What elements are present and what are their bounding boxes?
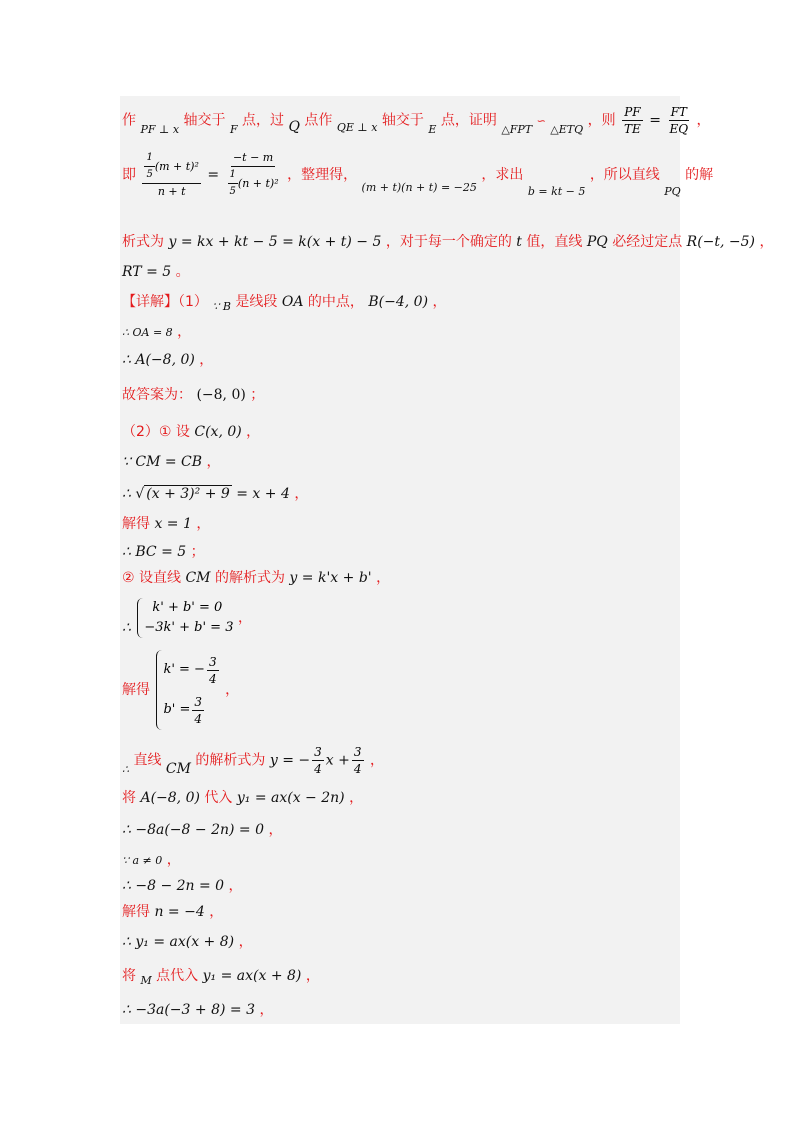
text: ， <box>759 234 774 250</box>
math: ∴ <box>122 486 136 502</box>
math: CM <box>165 760 191 777</box>
math: OA <box>281 294 304 310</box>
math: y = − <box>269 752 311 769</box>
math: y₁ = ax(x + 8) <box>202 968 302 984</box>
fraction-right: −t − m $\frac{1}{5}$ (n + t)² <box>229 151 279 197</box>
math: y = k'x + b' <box>289 570 372 586</box>
math: F <box>229 122 238 136</box>
text: ； <box>250 387 265 403</box>
math: ∴ −8a(−8 − 2n) = 0 <box>122 822 264 838</box>
solution-line-4 <box>122 262 190 282</box>
text: ， <box>259 1002 274 1018</box>
text: ，所以直线 <box>589 167 660 183</box>
text: 解得 <box>122 516 150 532</box>
text: 即 <box>122 167 136 183</box>
text: ② 设直线 <box>122 570 182 586</box>
text: 将 <box>122 790 136 806</box>
text: ， <box>294 486 309 502</box>
math: ∴ OA = 8 <box>122 326 173 339</box>
solution-line-25 <box>122 1000 273 1020</box>
equals: = <box>207 167 220 183</box>
math: CM <box>185 570 211 586</box>
solution-line-18 <box>122 788 363 808</box>
text: 点作 <box>304 112 333 129</box>
text: ，对于每一个确定的 <box>385 234 512 250</box>
detail-heading-line <box>122 292 447 313</box>
text: ， <box>349 790 364 806</box>
fraction: $\frac{3}{4}$ <box>314 745 322 776</box>
math: y₁ = ax(x − 2n) <box>236 790 345 806</box>
solution-line-20 <box>122 850 181 871</box>
text: 解得 <box>122 904 150 920</box>
text: ， <box>376 570 391 586</box>
math: x + <box>325 752 350 769</box>
solution-line-24 <box>122 966 320 987</box>
solution-line-11 <box>122 484 308 504</box>
math: ∴ <box>122 620 131 636</box>
solution-system <box>122 650 239 730</box>
equation-brace <box>137 598 233 638</box>
equation-row: −3k' + b' = 3 <box>144 620 234 635</box>
math: (−8, 0) <box>196 387 246 403</box>
text: 将 <box>122 968 136 984</box>
text: ， <box>305 968 320 984</box>
system-of-equations <box>122 598 252 638</box>
text: ， <box>369 752 384 769</box>
text: （2）① 设 <box>122 424 190 440</box>
similar-symbol: ∽ <box>536 114 546 128</box>
math: x = 1 <box>154 516 192 532</box>
math: △ETQ <box>550 122 584 136</box>
text: 。 <box>175 264 190 280</box>
math: △FPT <box>501 122 533 136</box>
math: R(−t, −5) <box>686 234 756 250</box>
math: E <box>428 122 437 136</box>
text: 故答案为： <box>122 387 192 403</box>
text: ， <box>228 878 243 894</box>
text: ， <box>206 454 221 470</box>
math: ∵ B <box>212 300 231 313</box>
text: ， <box>238 934 253 950</box>
text: 的中点， <box>307 294 364 310</box>
math: RT = 5 <box>122 264 172 280</box>
text: ， <box>196 516 211 532</box>
text: 直线 <box>133 752 162 769</box>
text: ， <box>209 904 224 920</box>
text: ， <box>246 424 261 440</box>
math: QE ⊥ x <box>336 120 378 134</box>
solution-line-10 <box>122 452 221 472</box>
math: = x + 4 <box>236 486 290 502</box>
text: 轴交于 <box>381 112 424 129</box>
math: A(−8, 0) <box>140 790 200 806</box>
fraction-left: $\frac{1}{5}$ (m + t)² n + t <box>142 150 200 200</box>
math: PQ <box>586 234 608 250</box>
solution-line-17 <box>122 744 384 777</box>
math: ∴ −3a(−3 + 8) = 3 <box>122 1002 255 1018</box>
solution-line-13 <box>122 542 205 562</box>
text: ， <box>199 352 214 368</box>
solution-line-1 <box>122 104 711 137</box>
sqrt-sign: √ <box>135 486 145 502</box>
math: B(−4, 0) <box>368 294 429 310</box>
text: ， <box>225 682 240 698</box>
solution-line-21 <box>122 876 243 896</box>
text: ， <box>237 610 252 626</box>
solution-line-7 <box>122 350 213 370</box>
fraction: $\frac{3}{4}$ <box>353 745 362 776</box>
text: 代入 <box>204 790 233 806</box>
solution-line-14 <box>122 568 390 588</box>
math: Q <box>288 118 300 135</box>
text: 点，过 <box>242 112 285 129</box>
text: 必经过定点 <box>612 234 683 250</box>
text: ，求出 <box>481 167 524 183</box>
solution-line-22 <box>122 902 223 922</box>
math: b = kt − 5 <box>527 185 586 198</box>
detail-heading: 【详解】（1） <box>122 294 208 310</box>
equation-row: k' + b' = 0 <box>152 600 223 615</box>
text: ，则 <box>587 112 616 129</box>
solution-line-23 <box>122 932 253 952</box>
math: C(x, 0) <box>194 424 242 440</box>
math: ∴ y₁ = ax(x + 8) <box>122 934 235 950</box>
solution-line-8 <box>122 385 264 405</box>
math: ∴ A(−8, 0) <box>122 352 195 368</box>
text: ， <box>696 112 711 129</box>
text: ， <box>166 852 181 868</box>
text: 轴交于 <box>183 112 226 129</box>
math: ∵ CM = CB <box>122 454 203 470</box>
text: ； <box>190 544 205 560</box>
text: ， <box>432 294 447 310</box>
text: 作 <box>122 112 136 129</box>
math-radicand: (x + 3)² + 9 <box>146 486 230 502</box>
text: 点，证明 <box>440 112 497 129</box>
math: n = −4 <box>154 904 205 920</box>
math: y = kx + kt − 5 = k(x + t) − 5 <box>168 234 382 250</box>
math: ∴ −8 − 2n = 0 <box>122 878 225 894</box>
math: (m + t)(n + t) = −25 <box>361 181 477 194</box>
text: ， <box>268 822 283 838</box>
solution-brace: k' = − $\frac{3}{4}$ b' = $\frac{3}{4}$ <box>156 650 220 730</box>
text: 析式为 <box>122 234 164 250</box>
text: 点代入 <box>156 968 199 984</box>
text: ， <box>177 324 192 340</box>
math: ∵ a ≠ 0 <box>122 854 163 867</box>
solution-line-6 <box>122 322 191 343</box>
text: ，整理得， <box>287 167 358 183</box>
math: PQ <box>664 185 681 198</box>
equals: = <box>649 112 661 129</box>
fraction: $\frac{PF}{TE}$ <box>624 105 641 136</box>
solution-line-2 <box>122 150 713 200</box>
text: 的解析式为 <box>214 570 285 586</box>
text: 值，直线 <box>526 234 583 250</box>
solution-line-12 <box>122 514 210 534</box>
text: 是线段 <box>235 294 278 310</box>
solution-line-9 <box>122 422 260 442</box>
math: PF ⊥ x <box>140 122 180 136</box>
text: 解得 <box>122 682 150 698</box>
text: 的解析式为 <box>195 752 266 769</box>
text: 的解 <box>685 167 714 183</box>
math: ∴ <box>122 762 129 776</box>
solution-line-3 <box>122 232 773 252</box>
fraction: $\frac{FT}{EQ}$ <box>669 105 689 136</box>
math: M <box>140 974 152 987</box>
solution-line-19 <box>122 820 282 840</box>
math: ∴ BC = 5 <box>122 544 187 560</box>
math: t <box>516 234 522 250</box>
